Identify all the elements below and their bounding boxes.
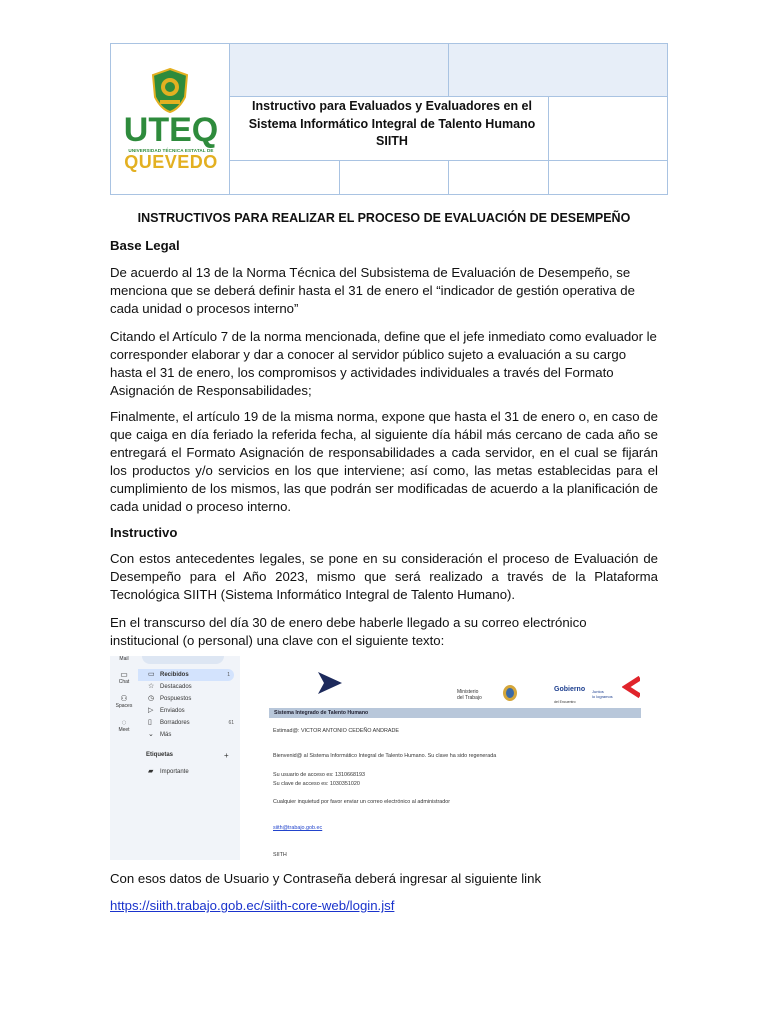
folder-label: Borradores xyxy=(160,720,190,726)
juntos-line: Juntos xyxy=(592,689,604,694)
divider xyxy=(548,160,549,194)
folder-label: Recibidos xyxy=(160,672,189,678)
rail-item-label: Meet xyxy=(118,727,130,733)
ministry-line: Ministerio xyxy=(457,689,479,695)
rail-item-spaces xyxy=(110,694,138,709)
paragraph-5: En el transcurso del día 30 de enero debe haberle llegado a su correo electrónico institucional (o personal) una clave con el siguiente texto: xyxy=(110,615,587,648)
rail-item-label: Mail xyxy=(119,656,129,662)
message-user: Su usuario de acceso es: 1310668193 xyxy=(273,772,366,778)
folder-label: Más xyxy=(160,732,172,738)
rail-item-chat xyxy=(110,670,138,685)
logo-city: QUEVEDO xyxy=(124,152,218,172)
title-line: SIITH xyxy=(376,134,408,148)
label-important xyxy=(138,766,238,778)
folder-count: 1 xyxy=(227,672,230,678)
folder-label: Pospuestos xyxy=(160,696,192,702)
draft-icon: ▯ xyxy=(148,719,152,726)
section-heading-base-legal: Base Legal xyxy=(110,238,180,253)
message-email-link[interactable]: siith@trabajo.gob.ec xyxy=(273,825,323,831)
folder-snoozed xyxy=(138,693,238,705)
ministry-name xyxy=(457,689,482,701)
spaces-icon: ⚇ xyxy=(120,694,128,703)
divider xyxy=(448,44,449,96)
star-icon: ☆ xyxy=(148,683,155,690)
chat-icon: ▭ xyxy=(120,670,128,679)
red-chevron-icon xyxy=(622,676,640,698)
document-title xyxy=(236,98,548,162)
folder-count: 61 xyxy=(228,720,234,726)
inbox-icon: ▭ xyxy=(148,671,155,678)
main-heading: INSTRUCTIVOS PARA REALIZAR EL PROCESO DE EVALUACIÓN DE DESEMPEÑO xyxy=(137,211,631,225)
crest-icon xyxy=(149,67,191,113)
folder-inbox xyxy=(138,669,234,681)
add-label-button: + xyxy=(224,751,229,760)
message-header-bar: Sistema Integrado de Talento Humano xyxy=(269,708,641,718)
mail-sidebar xyxy=(138,656,240,860)
rail-item-mail xyxy=(110,656,138,662)
folder-label: Enviados xyxy=(160,708,185,714)
divider xyxy=(548,96,549,160)
label-name: Importante xyxy=(160,769,189,775)
paragraph-2: Citando el Artículo 7 de la norma mencionada, define que el jefe inmediato como evaluador le corresponder elaborar y dar a conocer al servidor público sujeto a evaluación a su cargo hasta el 31 de enero, los compromisos y actividades individuales a través del Formato Asignación de Responsabilidades; xyxy=(110,329,657,398)
labels-title: Etiquetas xyxy=(146,752,174,758)
folder-label: Destacados xyxy=(160,684,192,690)
logo-cell xyxy=(111,44,230,194)
message-signature: SIITH xyxy=(273,852,287,858)
folder-sent xyxy=(138,705,238,717)
email-body xyxy=(242,656,648,860)
label-icon: ▰ xyxy=(148,768,154,775)
paragraph-3: Finalmente, el artículo 19 de la misma norma, expone que hasta el 31 de enero o, en caso de que caiga en día feriado la referida fecha, al siguiente día hábil más cercano de cada año se entregará el Formato Asignación de responsabilidades a cada servidor, en el cual se fijarán los productos y/o servicios en los que interviene; así como, las metas establecidas para el cumplimiento de los mismos, las que podrán ser modificadas de acuerdo a la planificación de cada unidad o proceso interno. xyxy=(110,409,658,514)
app-rail xyxy=(110,656,138,860)
folder-drafts xyxy=(138,717,238,729)
document-header-table xyxy=(110,43,668,195)
title-line: Sistema Informático Integral de Talento Humano xyxy=(248,116,536,131)
juntos-line: lo logramos xyxy=(592,694,613,699)
divider xyxy=(339,160,340,194)
logo-subtitle: UNIVERSIDAD TÉCNICA ESTATAL DE xyxy=(128,148,214,153)
coat-of-arms-icon xyxy=(502,684,518,702)
paragraph-4: Con estos antecedentes legales, se pone en su consideración el proceso de Evaluación de Desempeño para el Año 2023, mismo que será realizado a través de la Plataforma Tecnológica SIITH (Sistema Informático Integral de Talento Humano). xyxy=(110,551,658,602)
divider xyxy=(448,160,449,194)
section-heading-instructivo: Instructivo xyxy=(110,525,178,540)
title-line: Instructivo para Evaluados y Evaluadores en el xyxy=(252,99,532,113)
siith-login-link[interactable]: https://siith.trabajo.gob.ec/siith-core-web/login.jsf xyxy=(110,898,395,913)
rail-item-meet xyxy=(110,718,138,733)
logo-wordmark: UTEQ xyxy=(123,111,219,149)
ministry-arrow-logo xyxy=(316,672,344,694)
chevron-down-icon: ⌄ xyxy=(148,731,154,738)
meet-icon: ◌ xyxy=(121,718,127,727)
paragraph-6: Con esos datos de Usuario y Contraseña deberá ingresar al siguiente link xyxy=(110,871,542,886)
ministry-line: del Trabajo xyxy=(457,695,482,701)
message-greeting: Estimad@: VICTOR ANTONIO CEDEÑO ANDRADE xyxy=(273,728,399,734)
email-screenshot xyxy=(110,656,648,860)
message-password: Su clave de acceso es: 1030351020 xyxy=(273,781,360,787)
paragraph-1: De acuerdo al 13 de la Norma Técnica del Subsistema de Evaluación de Desempeño, se menciona que se deberá definir hasta el 31 de enero el “indicador de gestión operativa de cada unidad o procesos interno” xyxy=(110,265,635,316)
clock-icon: ◷ xyxy=(148,695,155,702)
message-help: Cualquier inquietud por favor enviar un correo electrónico al administrador xyxy=(273,799,451,805)
juntos-logo xyxy=(592,689,613,699)
gobierno-logo: Gobierno xyxy=(554,686,586,693)
gobierno-subtitle: del Encuentro xyxy=(554,700,576,704)
message-line: Bienvenid@ al Sistema Informático Integral de Talento Humano. Su clave ha sido regenerada xyxy=(273,753,497,759)
send-icon: ▷ xyxy=(148,707,154,714)
rail-item-label: Spaces xyxy=(115,703,133,709)
rail-item-label: Chat xyxy=(118,679,130,685)
folder-more xyxy=(138,729,238,741)
folder-starred xyxy=(138,681,238,693)
compose-button xyxy=(142,656,224,664)
